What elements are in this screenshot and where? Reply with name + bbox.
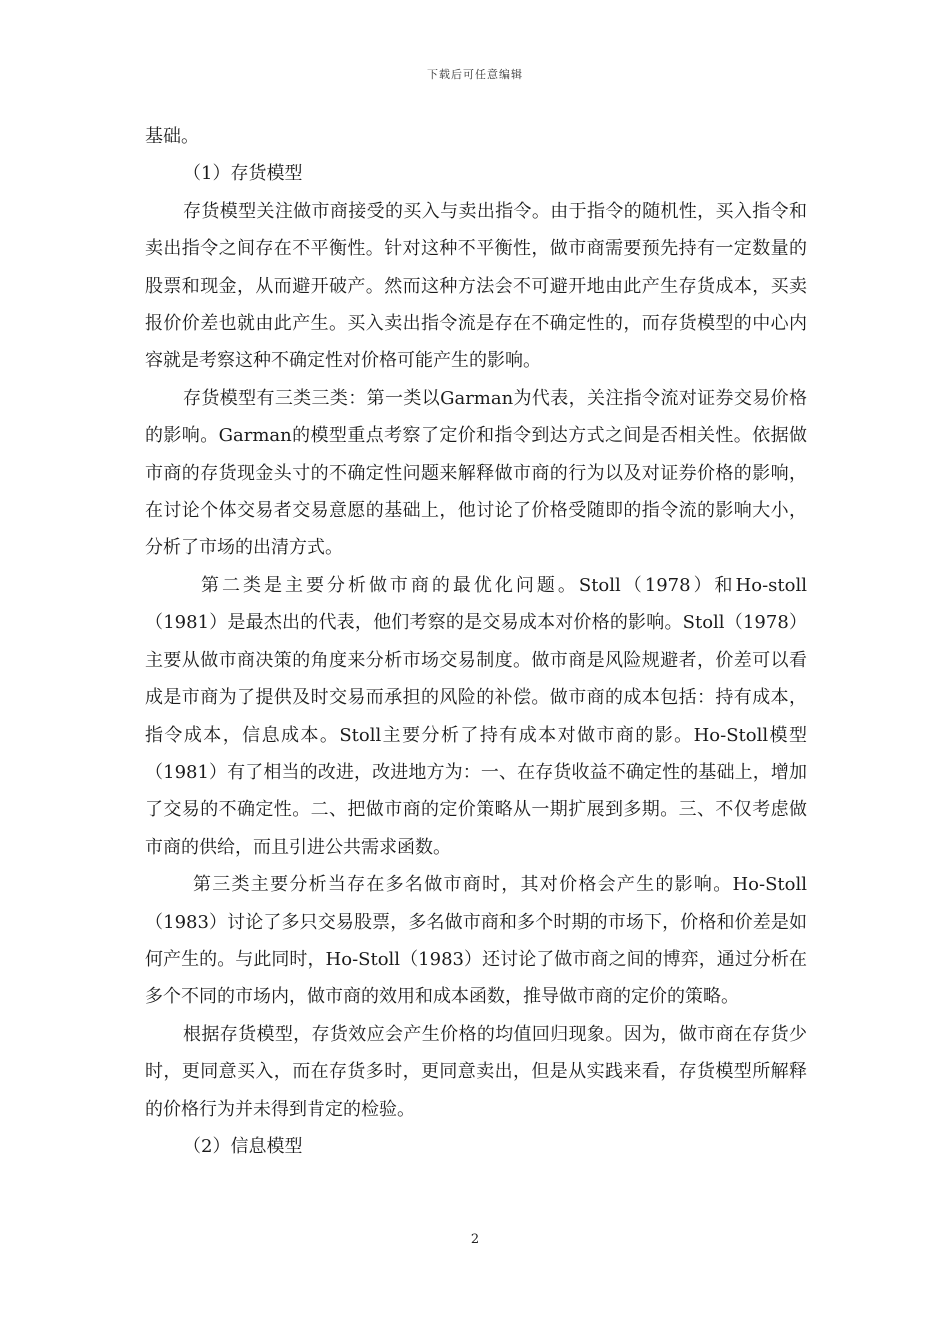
paragraph-category-two: 第二类是主要分析做市商的最优化问题。Stoll（1978）和Ho-stoll（1981）是最杰出的代表，他们考察的是交易成本对价格的影响。Stoll（1978）主要从做市商决策的角度来分析市场交易制度。做市商是风险规避者，价差可以看成是市商为了提供及时交易而承担的风险的补偿。做市商的成本包括：持有成本，指令成本，信息成本。Stoll主要分析了持有成本对做市商的影。Ho-Stoll模型（1981）有了相当的改进，改进地方为：一、在存货收益不确定性的基础上，增加了交易的不确定性。二、把做市商的定价策略从一期扩展到多期。三、不仅考虑做市商的供给，而且引进公共需求函数。 — [145, 574, 807, 858]
paragraph-category-three: 第三类主要分析当存在多名做市商时，其对价格会产生的影响。Ho-Stoll（1983）讨论了多只交易股票，多名做市商和多个时期的市场下，价格和价差是如何产生的。与此同时，Ho-Stoll（1983）还讨论了做市商之间的博弈，通过分析在多个不同的市场内，做市商的效用和成本函数，推导做市商的定价的策略。 — [145, 874, 807, 1008]
paragraph-inventory-effect: 根据存货模型，存货效应会产生价格的均值回归现象。因为，做市商在存货少时，更同意买入，而在存货多时，更同意卖出，但是从实践来看，存货模型所解释的价格行为并未得到肯定的检验。 — [145, 1023, 807, 1120]
paragraph-continuation: 基础。 — [145, 126, 199, 147]
section-heading-inventory-model: （1）存货模型 — [183, 163, 303, 185]
header-note: 下载后可任意编辑 — [427, 68, 523, 81]
paragraph-inventory-intro: 存货模型关注做市商接受的买入与卖出指令。由于指令的随机性，买入指令和卖出指令之间存在不平衡性。针对这种不平衡性，做市商需要预先持有一定数量的股票和现金，从而避开破产。然而这种方法会不可避开地由此产生存货成本，买卖报价价差也就由此产生。买入卖出指令流是存在不确定性的，而存货模型的中心内容就是考察这种不确定性对价格可能产生的影响。 — [145, 200, 807, 372]
section-heading-information-model: （2）信息模型 — [183, 1135, 303, 1157]
document-body — [145, 118, 807, 1165]
paragraph-category-one: 存货模型有三类三类：第一类以Garman为代表，关注指令流对证券交易价格的影响。Garman的模型重点考察了定价和指令到达方式之间是否相关性。依据做市商的存货现金头寸的不确定性问题来解释做市商的行为以及对证券价格的影响，在讨论个体交易者交易意愿的基础上，他讨论了价格受随即的指令流的影响大小，分析了市场的出清方式。 — [145, 387, 807, 559]
page-number: 2 — [470, 1232, 480, 1247]
